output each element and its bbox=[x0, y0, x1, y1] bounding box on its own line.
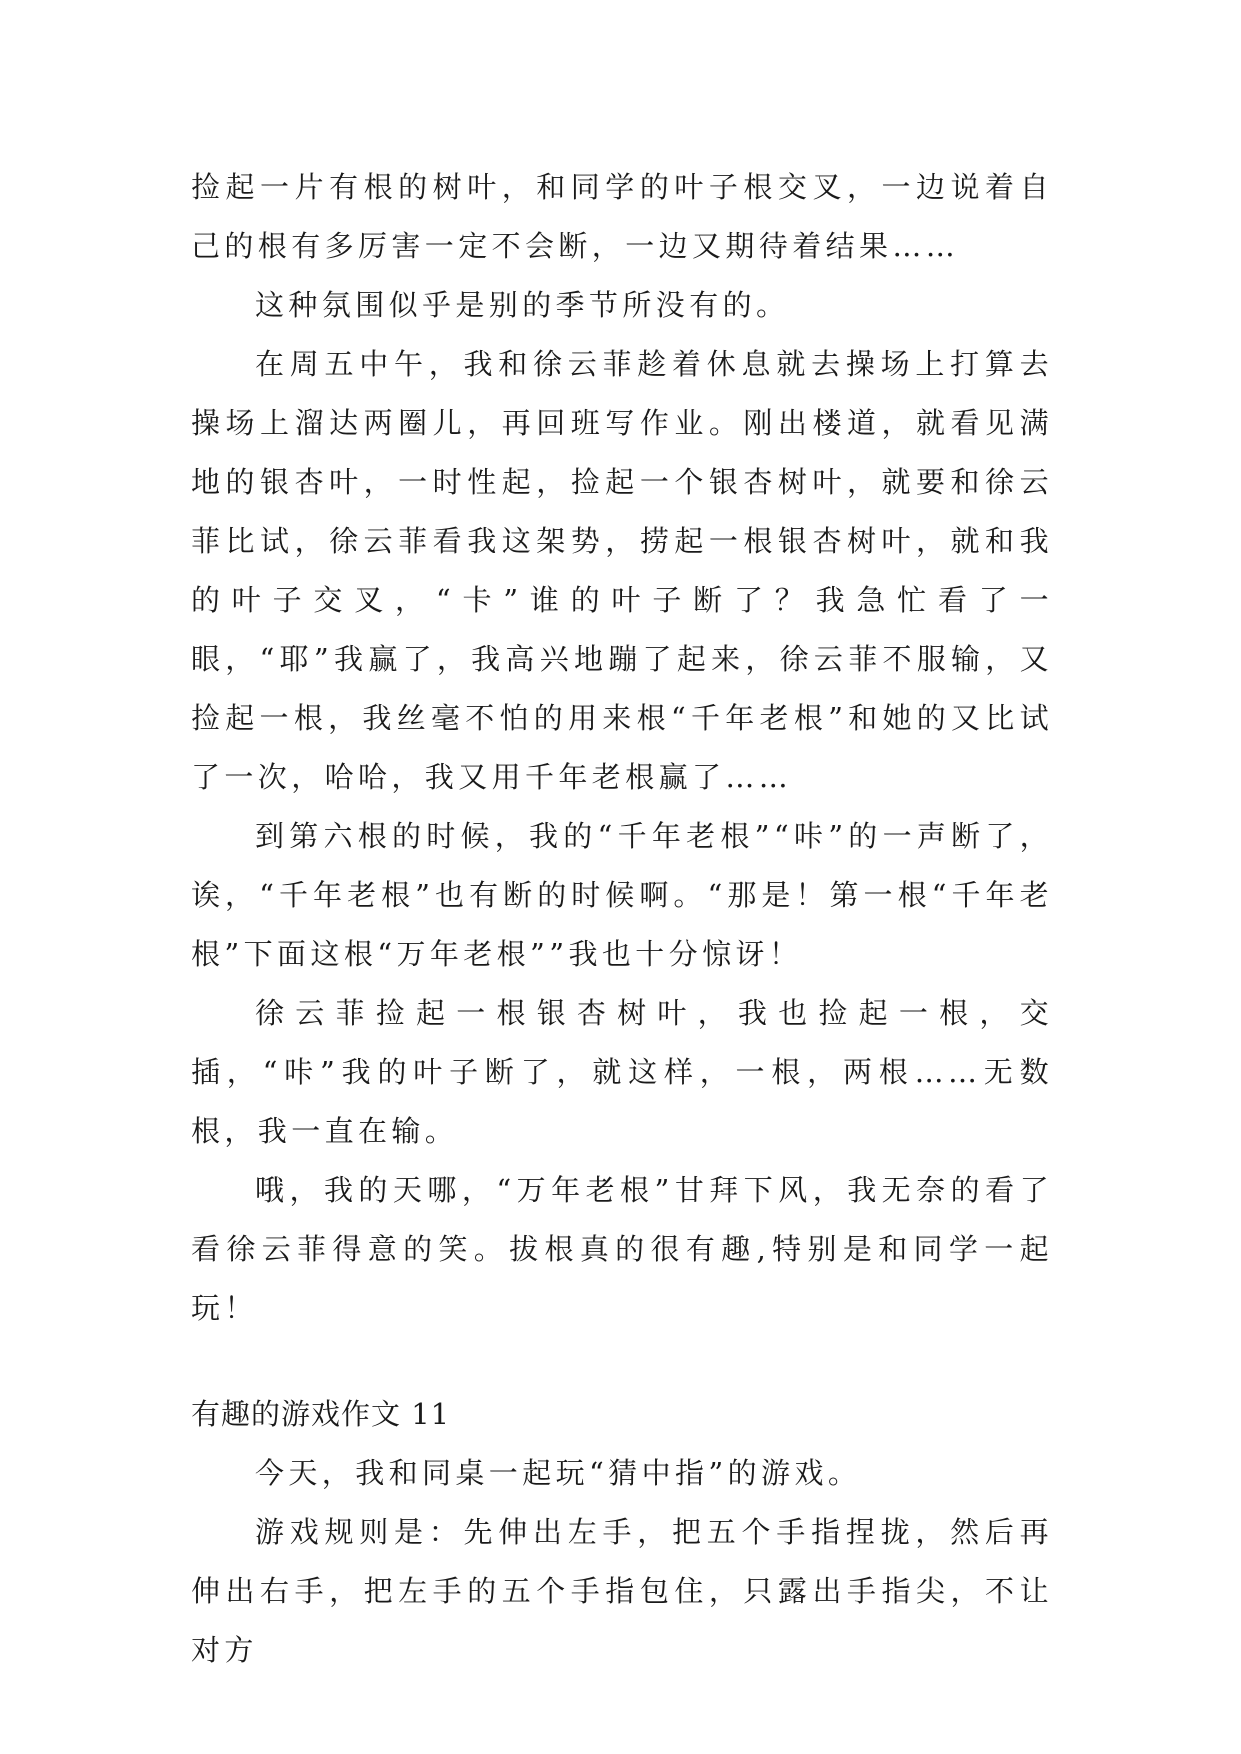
paragraph: 游戏规则是：先伸出左手，把五个手指捏拢，然后再伸出右手，把左手的五个手指包住，只露出手指尖，不让对方 bbox=[191, 1515, 1053, 1667]
paragraph: 徐云菲捡起一根银杏树叶，我也捡起一根，交插，“咔”我的叶子断了，就这样，一根，两根……无数根，我一直在输。 bbox=[191, 996, 1053, 1148]
paragraph-continued: 捡起一片有根的树叶，和同学的叶子根交叉，一边说着自己的根有多厉害一定不会断，一边又期待着结果…… bbox=[191, 170, 1053, 263]
paragraph: 今天，我和同桌一起玩“猜中指”的游戏。 bbox=[255, 1456, 862, 1490]
paragraph: 在周五中午，我和徐云菲趁着休息就去操场上打算去操场上溜达两圈儿，再回班写作业。刚出楼道，就看见满地的银杏叶，一时性起，捡起一个银杏树叶，就要和徐云菲比试，徐云菲看我这架势，捞起一根银杏树叶，就和我的叶子交叉，“卡”谁的叶子断了？我急忙看了一眼，“耶”我赢了，我高兴地蹦了起来，徐云菲不服输，又捡起一根，我丝毫不怕的用来根“千年老根”和她的又比试了一次，哈哈，我又用千年老根赢了…… bbox=[191, 347, 1053, 794]
section-spacer bbox=[191, 1338, 1053, 1385]
paragraph: 到第六根的时候，我的“千年老根”“咔”的一声断了，诶，“千年老根”也有断的时候啊。“那是！第一根“千年老根”下面这根“万年老根””我也十分惊讶！ bbox=[191, 819, 1053, 971]
section-title: 有趣的游戏作文 11 bbox=[191, 1397, 451, 1431]
paragraph: 这种氛围似乎是别的季节所没有的。 bbox=[255, 288, 790, 322]
paragraph: 哦，我的天哪，“万年老根”甘拜下风，我无奈的看了看徐云菲得意的笑。拔根真的很有趣,特别是和同学一起玩！ bbox=[191, 1173, 1053, 1325]
document-body bbox=[191, 158, 1053, 1680]
